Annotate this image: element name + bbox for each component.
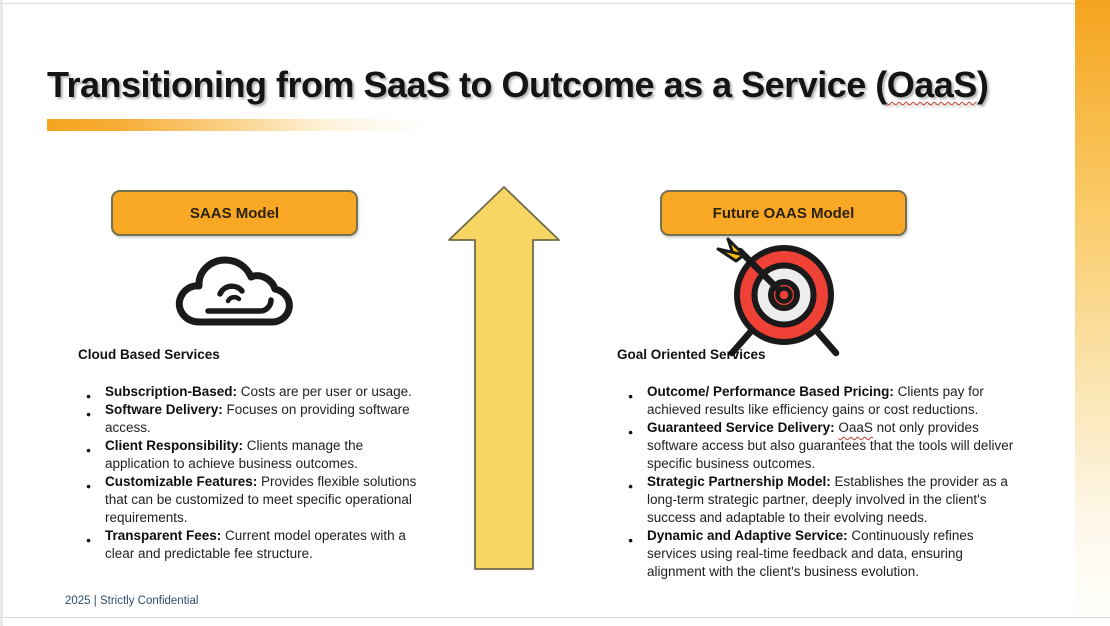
bullet-label: Outcome/ Performance Based Pricing: bbox=[647, 384, 894, 399]
bullet-label: Strategic Partnership Model: bbox=[647, 474, 831, 489]
saas-model-box: SAAS Model bbox=[111, 190, 358, 236]
right-accent-bar bbox=[1075, 0, 1110, 617]
list-item: ● Customizable Features: Provides flexible solutions that can be customized to meet specific operational requirements. bbox=[85, 473, 425, 527]
slide-top-border bbox=[0, 3, 1110, 4]
target-icon bbox=[716, 237, 852, 359]
title-suffix: ) bbox=[976, 64, 989, 105]
oaas-bullet-list bbox=[627, 383, 1019, 581]
list-item: ● Guaranteed Service Delivery: OaaS not only provides software access but also guarantees that the tools will deliver specific business outcomes. bbox=[627, 419, 1019, 473]
list-item: ● Software Delivery: Focuses on providing software access. bbox=[85, 401, 425, 437]
list-item: ● Outcome/ Performance Based Pricing: Clients pay for achieved results like efficiency gains or cost reductions. bbox=[627, 383, 1019, 419]
title-accent-bar bbox=[47, 119, 532, 131]
title-spellcheck-word: OaaS bbox=[886, 64, 977, 105]
bullet-label: Subscription-Based: bbox=[105, 384, 238, 399]
bullet-label: Transparent Fees: bbox=[105, 528, 222, 543]
list-item: ● Client Responsibility: Clients manage the application to achieve business outcomes. bbox=[85, 437, 425, 473]
bullet-label: Client Responsibility: bbox=[105, 438, 244, 453]
oaas-column-header: Goal Oriented Services bbox=[617, 347, 766, 362]
cloud-icon bbox=[170, 243, 304, 337]
saas-bullet-list bbox=[85, 383, 425, 563]
slide-bottom-border bbox=[0, 617, 1110, 618]
list-item: ● Subscription-Based: Costs are per user or usage. bbox=[85, 383, 425, 401]
oaas-model-box: Future OAAS Model bbox=[660, 190, 907, 236]
slide-left-border bbox=[0, 0, 3, 626]
bullet-label: Guaranteed Service Delivery: bbox=[647, 420, 835, 435]
bullet-label: Dynamic and Adaptive Service: bbox=[647, 528, 848, 543]
spellcheck-word: OaaS bbox=[838, 420, 873, 435]
list-item: ● Dynamic and Adaptive Service: Continuously refines services using real-time feedback and data, ensuring alignment with the client's business evolution. bbox=[627, 527, 1019, 581]
bullet-label: Software Delivery: bbox=[105, 402, 223, 417]
saas-column-header: Cloud Based Services bbox=[78, 347, 220, 362]
list-item: ● Transparent Fees: Current model operates with a clear and predictable fee structure. bbox=[85, 527, 425, 563]
footer-confidential-label: 2025 | Strictly Confidential bbox=[65, 595, 199, 607]
page-title bbox=[47, 64, 1047, 106]
up-arrow-icon bbox=[447, 185, 561, 571]
title-text: Transitioning from SaaS to Outcome as a Service ( bbox=[47, 64, 887, 105]
bullet-label: Customizable Features: bbox=[105, 474, 258, 489]
list-item: ● Strategic Partnership Model: Establishes the provider as a long-term strategic partner, deeply involved in the client's success and adaptable to their evolving needs. bbox=[627, 473, 1019, 527]
